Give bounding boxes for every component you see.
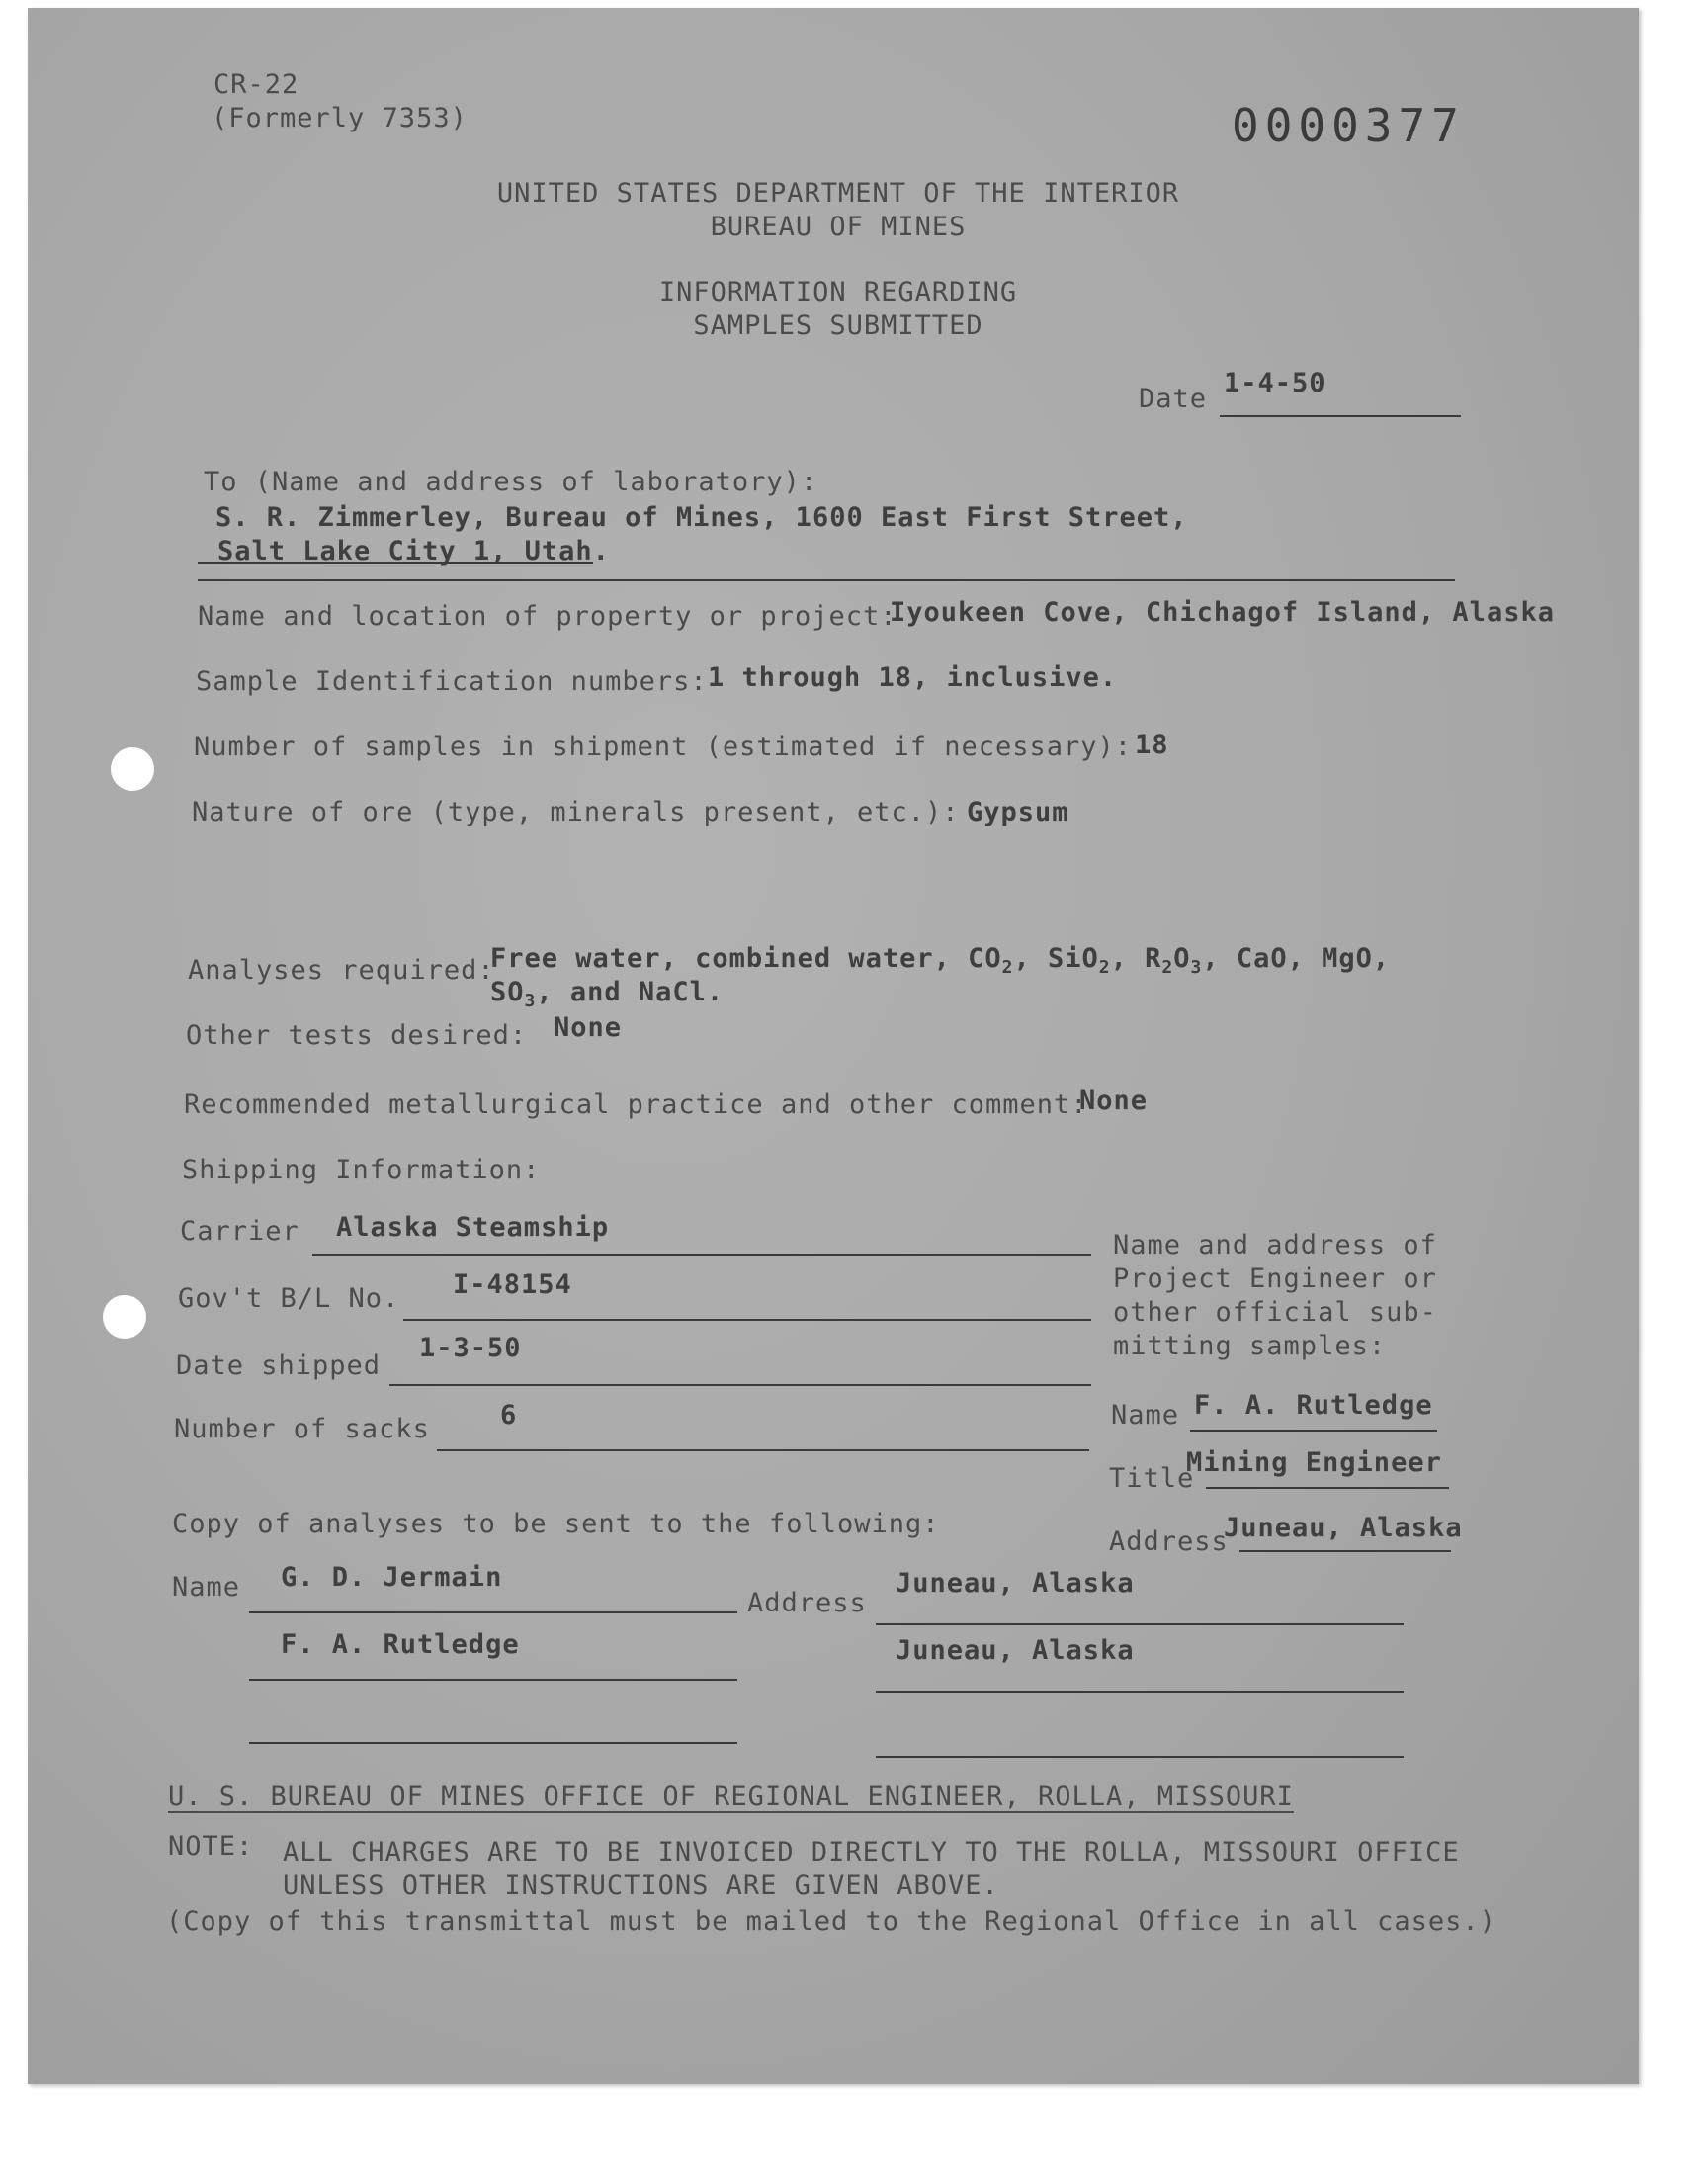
engineer-title-underline — [1206, 1487, 1449, 1489]
copies-label: Copy of analyses to be sent to the following: — [172, 1509, 940, 1539]
laboratory-underline-1 — [198, 562, 593, 564]
punch-hole-bottom — [103, 1295, 146, 1339]
form-page — [28, 8, 1639, 2084]
bl-label: Gov't B/L No. — [178, 1283, 400, 1314]
analyses-line2: $SO_3$, and NaCl. — [490, 977, 725, 1011]
sacks-value: 6 — [500, 1400, 518, 1431]
regional-office: U. S. BUREAU OF MINES OFFICE OF REGIONAL ENGINEER, ROLLA, MISSOURI — [168, 1782, 1294, 1812]
engineer-title-value: Mining Engineer — [1186, 1447, 1442, 1478]
document-number: 0000377 — [1232, 99, 1465, 152]
property-value: Iyoukeen Cove, Chichagof Island, Alaska — [890, 597, 1555, 628]
note-line1: ALL CHARGES ARE TO BE INVOICED DIRECTLY TO THE ROLLA, MISSOURI OFFICE — [283, 1837, 1460, 1868]
copy-address-2: Juneau, Alaska — [896, 1635, 1135, 1666]
form-code: CR-22 — [214, 69, 299, 100]
copy-address-2-underline — [876, 1691, 1404, 1693]
num-samples-value: 18 — [1135, 730, 1169, 760]
laboratory-underline-2 — [198, 579, 1455, 581]
laboratory-label: To (Name and address of laboratory): — [204, 467, 818, 497]
form-title-line2: SAMPLES SUBMITTED — [693, 310, 983, 341]
laboratory-line2: Salt Lake City 1, Utah. — [217, 536, 610, 566]
date-shipped-value: 1-3-50 — [419, 1333, 522, 1363]
sample-id-value: 1 through 18, inclusive. — [708, 662, 1118, 693]
bureau-heading: BUREAU OF MINES — [710, 212, 967, 242]
carrier-label: Carrier — [180, 1216, 299, 1247]
num-samples-label: Number of samples in shipment (estimated if necessary): — [194, 732, 1133, 762]
laboratory-line1: S. R. Zimmerley, Bureau of Mines, 1600 East First Street, — [215, 502, 1188, 533]
engineer-heading-4: mitting samples: — [1113, 1331, 1387, 1361]
note-line2: UNLESS OTHER INSTRUCTIONS ARE GIVEN ABOVE. — [283, 1870, 999, 1901]
copy-name-3-underline — [249, 1742, 737, 1744]
date-label: Date — [1139, 384, 1208, 414]
engineer-name-label: Name — [1111, 1400, 1180, 1431]
bl-underline — [403, 1319, 1091, 1321]
other-tests-value: None — [554, 1012, 623, 1043]
sacks-underline — [437, 1449, 1089, 1451]
engineer-name-underline — [1190, 1430, 1437, 1432]
other-tests-label: Other tests desired: — [186, 1020, 528, 1051]
copies-name-label: Name — [172, 1572, 241, 1603]
copy-name-1-underline — [249, 1611, 737, 1613]
note-line3: (Copy of this transmittal must be mailed to the Regional Office in all cases.) — [166, 1906, 1496, 1937]
carrier-value: Alaska Steamship — [336, 1212, 610, 1243]
engineer-heading-1: Name and address of — [1113, 1230, 1437, 1261]
engineer-address-label: Address — [1109, 1526, 1229, 1557]
copy-name-2: F. A. Rutledge — [281, 1629, 520, 1660]
engineer-name-value: F. A. Rutledge — [1194, 1390, 1433, 1421]
form-title-line1: INFORMATION REGARDING — [658, 277, 1018, 307]
note-label: NOTE: — [168, 1831, 254, 1862]
nature-ore-value: Gypsum — [967, 797, 1069, 827]
punch-hole-top — [111, 747, 154, 791]
property-label: Name and location of property or project: — [198, 601, 897, 632]
sample-id-label: Sample Identification numbers: — [196, 666, 708, 697]
recommended-value: None — [1079, 1086, 1149, 1116]
carrier-underline — [312, 1254, 1091, 1256]
copies-address-label: Address — [747, 1588, 867, 1618]
copy-address-3-underline — [876, 1756, 1404, 1758]
analyses-label: Analyses required: — [188, 955, 495, 986]
bl-value: I-48154 — [453, 1269, 572, 1300]
engineer-address-value: Juneau, Alaska — [1224, 1513, 1463, 1543]
analyses-line1: Free water, combined water, $CO_2$, SiO$_2$, $R_2O_3$, CaO, MgO, — [490, 943, 1391, 978]
recommended-label: Recommended metallurgical practice and other comment: — [184, 1089, 1088, 1120]
date-underline — [1220, 415, 1461, 417]
sacks-label: Number of sacks — [174, 1414, 430, 1444]
engineer-heading-3: other official sub- — [1113, 1297, 1437, 1328]
copy-address-1: Juneau, Alaska — [896, 1568, 1135, 1599]
date-shipped-underline — [389, 1384, 1091, 1386]
form-formerly: (Formerly 7353) — [212, 103, 468, 133]
engineer-address-underline — [1239, 1550, 1451, 1552]
engineer-heading-2: Project Engineer or — [1113, 1263, 1437, 1294]
date-value: 1-4-50 — [1224, 368, 1326, 398]
engineer-title-label: Title — [1109, 1463, 1195, 1494]
copy-name-1: G. D. Jermain — [281, 1562, 503, 1593]
shipping-label: Shipping Information: — [182, 1155, 541, 1185]
copy-name-2-underline — [249, 1679, 737, 1681]
copy-address-1-underline — [876, 1623, 1404, 1625]
nature-ore-label: Nature of ore (type, minerals present, etc.): — [192, 797, 960, 827]
date-shipped-label: Date shipped — [176, 1350, 382, 1381]
department-heading: UNITED STATES DEPARTMENT OF THE INTERIOR — [496, 178, 1180, 209]
